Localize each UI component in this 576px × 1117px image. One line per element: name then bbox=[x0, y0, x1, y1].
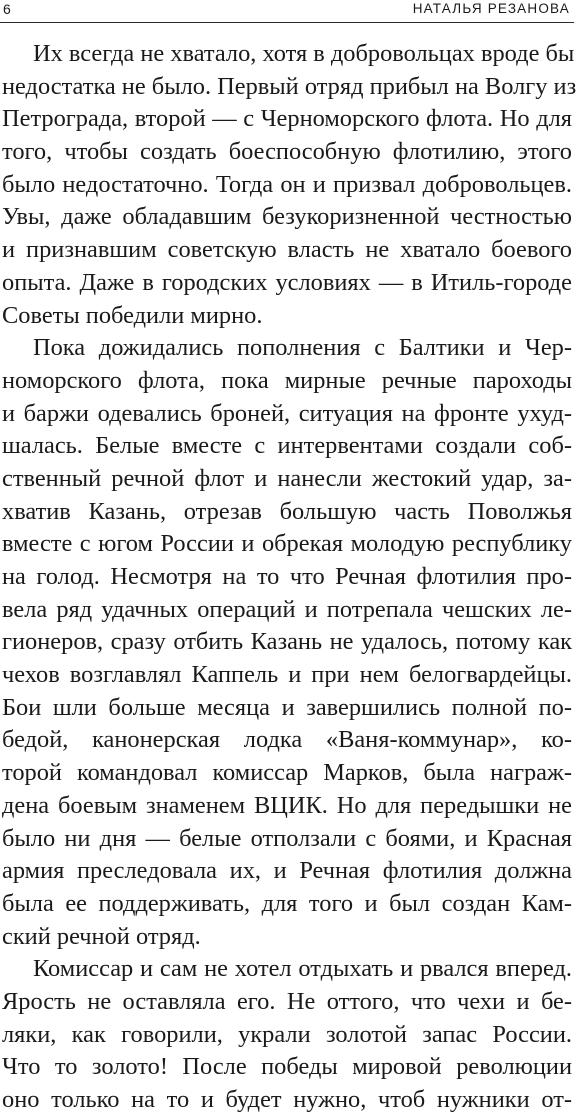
text-line: и баржи одевались броней, ситуация на фронте ухуд- bbox=[2, 399, 572, 427]
text-line: было ни дня — белые отползали с боями, и Красная bbox=[2, 824, 572, 852]
text-line: номорского флота, пока мирные речные пароходы bbox=[2, 366, 572, 394]
text-line: было недостаточно. Тогда он и призвал добровольцев. bbox=[2, 170, 572, 198]
text-line: и признавшим советскую власть не хватало боевого bbox=[2, 236, 572, 264]
text-line: чехов возглавлял Каппель и при нем белогвардейцы. bbox=[2, 661, 572, 689]
text-line: вела ряд удачных операций и потрепала чешских ле- bbox=[2, 595, 572, 623]
text-line: шалась. Белые вместе с интервентами создали соб- bbox=[2, 432, 572, 460]
body-text bbox=[2, 38, 576, 1117]
text-line: была ее поддерживать, для того и был создан Кам- bbox=[2, 889, 572, 917]
text-line: Бои шли больше месяца и завершились полной по- bbox=[2, 693, 572, 721]
text-line: Ярость не оставляла его. Не оттого, что чехи и бе- bbox=[2, 987, 572, 1015]
text-line: ский речной отряд. bbox=[2, 922, 201, 950]
text-line: ственный речной флот и нанесли жестокий удар, за- bbox=[2, 464, 572, 492]
text-line: на голод. Несмотря на то что Речная флотилия про- bbox=[2, 563, 572, 590]
text-line: Петрограда, второй — с Черноморского флота. Но для bbox=[2, 105, 572, 133]
text-line: Советы победили мирно. bbox=[2, 301, 263, 329]
text-line: армия преследовала их, и Речная флотилия должна bbox=[2, 857, 572, 885]
text-line: хватив Казань, отрезав большую часть Поволжья bbox=[2, 497, 572, 525]
text-line: Их всегда не хватало, хотя в добровольцах вроде бы bbox=[33, 40, 575, 67]
text-line: гионеров, сразу отбить Казань не удалось, потому как bbox=[2, 628, 572, 656]
page-number: 6 bbox=[3, 1, 11, 17]
text-line: бедой, канонерская лодка «Ваня-коммунар», ко- bbox=[2, 726, 572, 754]
text-line: того, чтобы создать боеспособную флотилию, этого bbox=[2, 138, 572, 166]
text-line: Что то золото! После победы мировой революции bbox=[2, 1053, 572, 1081]
text-line: оно только на то и будет нужно, чтоб нужники от- bbox=[2, 1086, 572, 1113]
text-line: Увы, даже обладавшим безукоризненной честностью bbox=[2, 203, 572, 231]
text-line: Пока дожидались пополнения с Балтики и Чер- bbox=[33, 334, 572, 362]
text-line: Комиссар и сам не хотел отдыхать и рвался вперед. bbox=[33, 955, 572, 983]
running-header bbox=[0, 0, 574, 23]
text-line: вместе с югом России и обрекая молодую республику bbox=[2, 530, 572, 558]
text-line: опыта. Даже в городских условиях — в Итиль-городе bbox=[2, 268, 572, 296]
running-title-author: НАТАЛЬЯ РЕЗАНОВА bbox=[412, 1, 570, 16]
text-line: недостатка не было. Первый отряд прибыл на Волгу из bbox=[2, 72, 576, 100]
text-line: дена боевым знаменем ВЦИК. Но для передышки не bbox=[2, 791, 572, 819]
text-line: торой командовал комиссар Марков, была награж- bbox=[2, 759, 572, 787]
text-line: ляки, как говорили, украли золотой запас России. bbox=[2, 1020, 572, 1048]
